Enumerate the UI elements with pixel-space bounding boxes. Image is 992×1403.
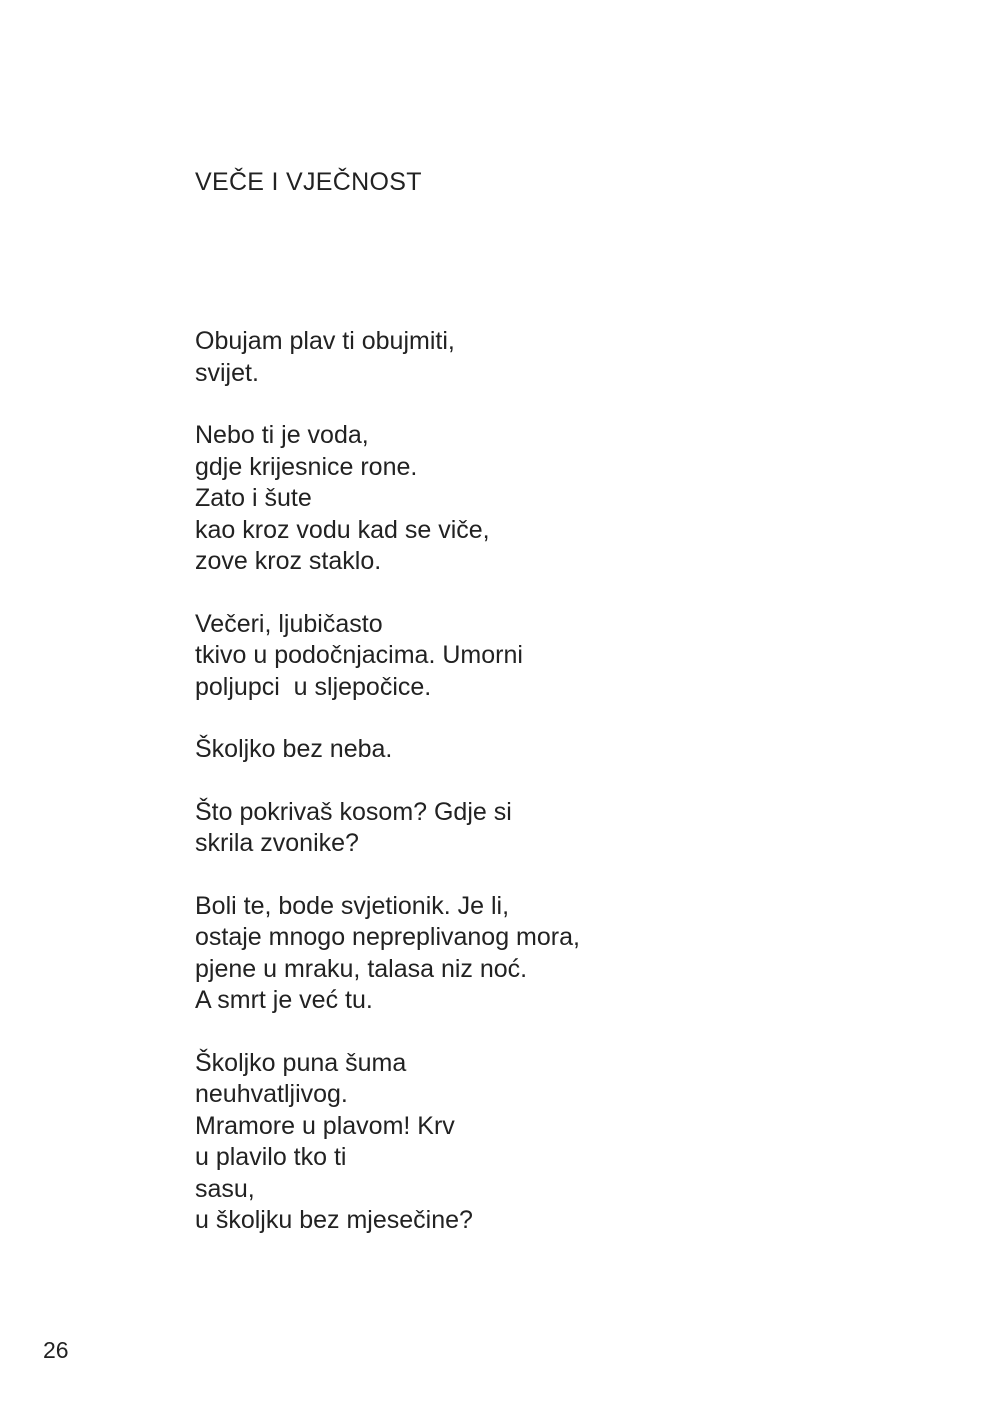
verse-line: Obujam plav ti obujmiti, bbox=[195, 327, 455, 355]
verse-line: Mramore u plavom! Krv bbox=[195, 1111, 455, 1140]
verse-line: zove kroz staklo. bbox=[195, 547, 382, 575]
poem-title: VEČE I VJEČNOST bbox=[195, 168, 422, 196]
stanza-2 bbox=[195, 420, 580, 578]
verse-line: Što pokrivaš kosom? Gdje si bbox=[195, 797, 512, 826]
verse-line: svijet. bbox=[195, 358, 259, 387]
verse-line: pjene u mraku, talasa niz noć. bbox=[195, 954, 528, 983]
verse-line: Zato i šute bbox=[195, 484, 312, 512]
verse-line: Školjko puna šuma bbox=[195, 1048, 407, 1077]
verse-line: u školjku bez mjesečine? bbox=[195, 1206, 473, 1234]
verse-line: Nebo ti je voda, bbox=[195, 421, 369, 449]
verse-line: ostaje mnogo nepreplivanog mora, bbox=[195, 923, 580, 951]
verse-line: Boli te, bode svjetionik. Je li, bbox=[195, 891, 510, 920]
verse-line: neuhvatljivog. bbox=[195, 1080, 348, 1108]
verse-line: A smrt je već tu. bbox=[195, 986, 373, 1014]
stanza-6 bbox=[195, 891, 580, 1017]
poem-body bbox=[195, 326, 580, 1268]
stanza-1 bbox=[195, 326, 580, 389]
stanza-4 bbox=[195, 734, 580, 766]
verse-line: tkivo u podočnjacima. Umorni bbox=[195, 641, 523, 669]
page-number: 26 bbox=[43, 1337, 69, 1363]
verse-line: kao kroz vodu kad se viče, bbox=[195, 515, 490, 544]
stanza-5 bbox=[195, 797, 580, 860]
verse-line: skrila zvonike? bbox=[195, 829, 359, 857]
stanza-7 bbox=[195, 1048, 580, 1237]
verse-line: gdje krijesnice rone. bbox=[195, 452, 418, 481]
verse-line: u plavilo tko ti bbox=[195, 1143, 347, 1171]
verse-line: Školjko bez neba. bbox=[195, 735, 393, 763]
verse-line: sasu, bbox=[195, 1174, 255, 1203]
stanza-3 bbox=[195, 609, 580, 704]
verse-line: Večeri, ljubičasto bbox=[195, 609, 383, 638]
verse-line: poljupci u sljepočice. bbox=[195, 672, 432, 701]
